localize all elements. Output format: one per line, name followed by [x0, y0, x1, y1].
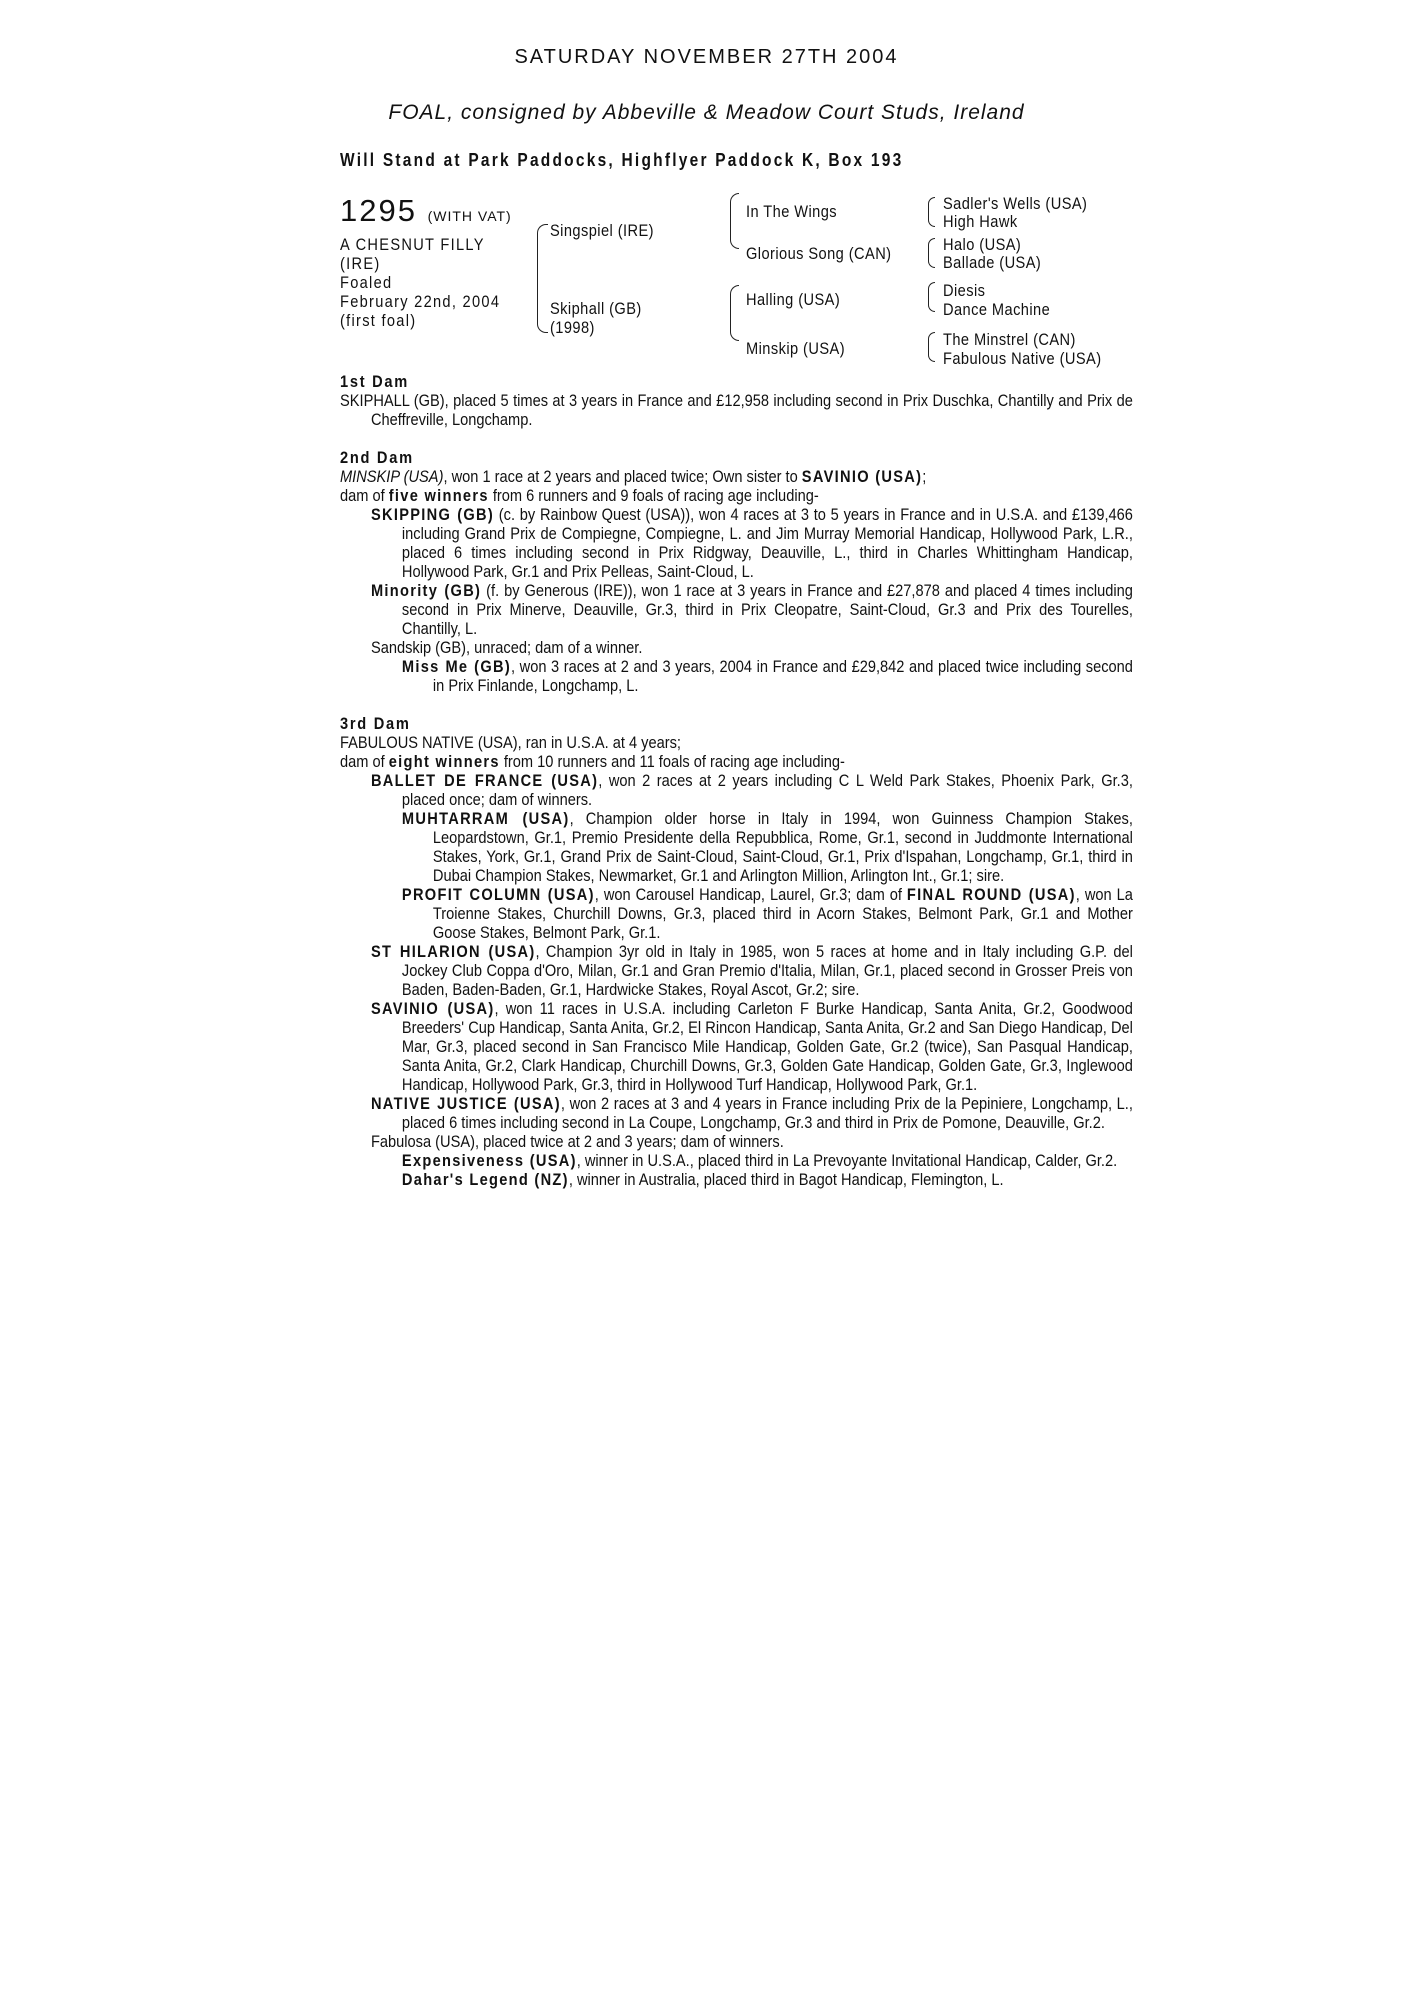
- lot-description: [340, 235, 526, 330]
- first-dam-text: SKIPHALL (GB), placed 5 times at 3 years in France and £12,958 including second in Prix Duschka, Chantilly and Prix de Cheffreville, Longchamp.: [340, 391, 1133, 429]
- savinio-entry: SAVINIO (USA), won 11 races in U.S.A. including Carleton F Burke Handicap, Santa Anita, Gr.2, Goodwood Breeders' Cup Handicap, Santa Anita, Gr.2, El Rincon Handicap, Santa Anita, Gr.2 and San Diego Handicap, Del Mar, Gr.3, placed second in San Francisco Mile Handicap, Golden Gate, Gr.2 (twice), San Pasqual Handicap, Santa Anita, Gr.2, Clark Handicap, Churchill Downs, Gr.3, Golden Gate Handicap, Golden Gate, Gr.3, Inglewood Handicap, Hollywood Park, Gr.3, third in Hollywood Turf Handicap, Hollywood Park, Gr.1.: [370, 999, 1133, 1094]
- lot-number-line: [340, 193, 512, 229]
- ballet-entry: BALLET DE FRANCE (USA), won 2 races at 2 years including C L Weld Park Stakes, Phoenix Park, Gr.3, placed once; dam of winners.: [370, 771, 1133, 809]
- expensiveness-entry: Expensiveness (USA), winner in U.S.A., placed third in La Prevoyante Invitational Handicap, Calder, Gr.2.: [401, 1151, 1118, 1170]
- skipping-entry: SKIPPING (GB) (c. by Rainbow Quest (USA)), won 4 races at 3 to 5 years in France and in U.S.A. and £139,466 including Grand Prix de Compiegne, Compiegne, L. and Jim Murray Memorial Handicap, Hollywood Park, L.R., placed 6 times including second in Prix Ridgway, Deauville, L., third in Charles Whittingham Handicap, Hollywood Park, Gr.1 and Prix Pelleas, Saint-Cloud, L.: [370, 505, 1133, 581]
- first-dam-heading: 1st Dam: [340, 372, 409, 391]
- sire-sire-name: In The Wings: [746, 202, 838, 221]
- muhtarram-entry: MUHTARRAM (USA), Champion older horse in Italy in 1994, won Guinness Champion Stakes, Leopardstown, Gr.1, Premio Presidente della Repubblica, Rome, Gr.1, second in Juddmonte International Stakes, York, Gr.1, Grand Prix de Saint-Cloud, Saint-Cloud, Gr.1, Prix d'Ispahan, Longchamp, Gr.1, third in Dubai Champion Stakes, Newmarket, Gr.1 and Arlington Million, Arlington Int., Gr.1; sire.: [401, 809, 1133, 885]
- dam-dam-name: Minskip (USA): [746, 339, 846, 358]
- consignment-line: FOAL, consigned by Abbeville & Meadow Court Studs, Ireland: [388, 101, 1025, 124]
- third-dam-intro: FABULOUS NATIVE (USA), ran in U.S.A. at 4 years;: [340, 733, 681, 752]
- ggp-3: Halo (USA): [943, 235, 1022, 254]
- fabulosa-entry: Fabulosa (USA), placed twice at 2 and 3 years; dam of winners.: [370, 1132, 784, 1151]
- stand-location-text: Will Stand at Park Paddocks, Highflyer Paddock K, Box 193: [340, 150, 904, 170]
- foaled-date: February 22nd, 2004: [340, 292, 501, 311]
- vat-note: (WITH VAT): [427, 208, 512, 224]
- foaled-label: Foaled: [340, 273, 393, 292]
- ggp-1: Sadler's Wells (USA): [943, 194, 1088, 213]
- ggp-8: Fabulous Native (USA): [943, 349, 1102, 368]
- second-dam-produce: dam of five winners from 6 runners and 9 foals of racing age including-: [340, 486, 819, 505]
- sire-name: Singspiel (IRE): [550, 221, 654, 240]
- second-dam-intro: MINSKIP (USA), won 1 race at 2 years and placed twice; Own sister to SAVINIO (USA);: [340, 467, 927, 486]
- second-dam-heading: 2nd Dam: [340, 448, 414, 467]
- ggp-7: The Minstrel (CAN): [943, 330, 1076, 349]
- minority-entry: Minority (GB) (f. by Generous (IRE)), won 1 race at 3 years in France and £27,878 and placed 4 times including second in Prix Minerve, Deauville, Gr.3, third in Prix Cleopatre, Saint-Cloud, Gr.3 and Prix des Tourelles, Chantilly, L.: [370, 581, 1133, 638]
- dam-name: Skiphall (GB): [550, 299, 642, 318]
- ggp-brace-1: [928, 197, 935, 227]
- ggp-brace-2: [928, 238, 935, 268]
- third-dam-heading: 3rd Dam: [340, 714, 411, 733]
- sire-dam-name: Glorious Song (CAN): [746, 244, 892, 263]
- dam-sire-name: Halling (USA): [746, 290, 841, 309]
- profit-column-entry: PROFIT COLUMN (USA), won Carousel Handicap, Laurel, Gr.3; dam of FINAL ROUND (USA), won La Troienne Stakes, Churchill Downs, Gr.3, placed third in Acorn Stakes, Belmont Park, Gr.1 and Mother Goose Stakes, Belmont Park, Gr.1.: [401, 885, 1133, 942]
- lot-number: 1295: [340, 193, 417, 228]
- sire-parents-brace: [730, 193, 739, 249]
- ggp-6: Dance Machine: [943, 300, 1051, 319]
- dahars-legend-entry: Dahar's Legend (NZ), winner in Australia, placed third in Bagot Handicap, Flemington, L.: [401, 1170, 1004, 1189]
- ggp-brace-3: [928, 282, 935, 312]
- miss-me-entry: Miss Me (GB), won 3 races at 2 and 3 years, 2004 in France and £29,842 and placed twice including second in Prix Finlande, Longchamp, L.: [401, 657, 1133, 695]
- native-justice-entry: NATIVE JUSTICE (USA), won 2 races at 3 and 4 years in France including Prix de la Pepiniere, Longchamp, L., placed 6 times including second in La Coupe, Longchamp, Gr.3 and third in Prix de Pomone, Deauville, Gr.2.: [370, 1094, 1133, 1132]
- stand-location: [340, 150, 995, 171]
- ggp-brace-4: [928, 332, 935, 362]
- sandskip-entry: Sandskip (GB), unraced; dam of a winner.: [370, 638, 643, 657]
- third-dam-produce: dam of eight winners from 10 runners and 11 foals of racing age including-: [340, 752, 845, 771]
- lot-sex: A CHESNUT FILLY: [340, 235, 485, 254]
- sire-dam-brace: [537, 224, 548, 333]
- lot-country: (IRE): [340, 254, 381, 273]
- dam-year: (1998): [550, 318, 595, 337]
- ggp-4: Ballade (USA): [943, 253, 1042, 272]
- foal-note: (first foal): [340, 311, 417, 330]
- catalogue-body: [340, 372, 1133, 1189]
- dam-parents-brace: [730, 285, 739, 341]
- ggp-5: Diesis: [943, 281, 986, 300]
- ggp-2: High Hawk: [943, 212, 1018, 231]
- sale-date: SATURDAY NOVEMBER 27TH 2004: [514, 46, 899, 68]
- st-hilarion-entry: ST HILARION (USA), Champion 3yr old in Italy in 1985, won 5 races at home and in Italy including G.P. del Jockey Club Coppa d'Oro, Milan, Gr.1 and Gran Premio d'Italia, Milan, Gr.1, placed second in Grosser Preis von Baden, Baden-Baden, Gr.1, Hardwicke Stakes, Royal Ascot, Gr.2; sire.: [370, 942, 1133, 999]
